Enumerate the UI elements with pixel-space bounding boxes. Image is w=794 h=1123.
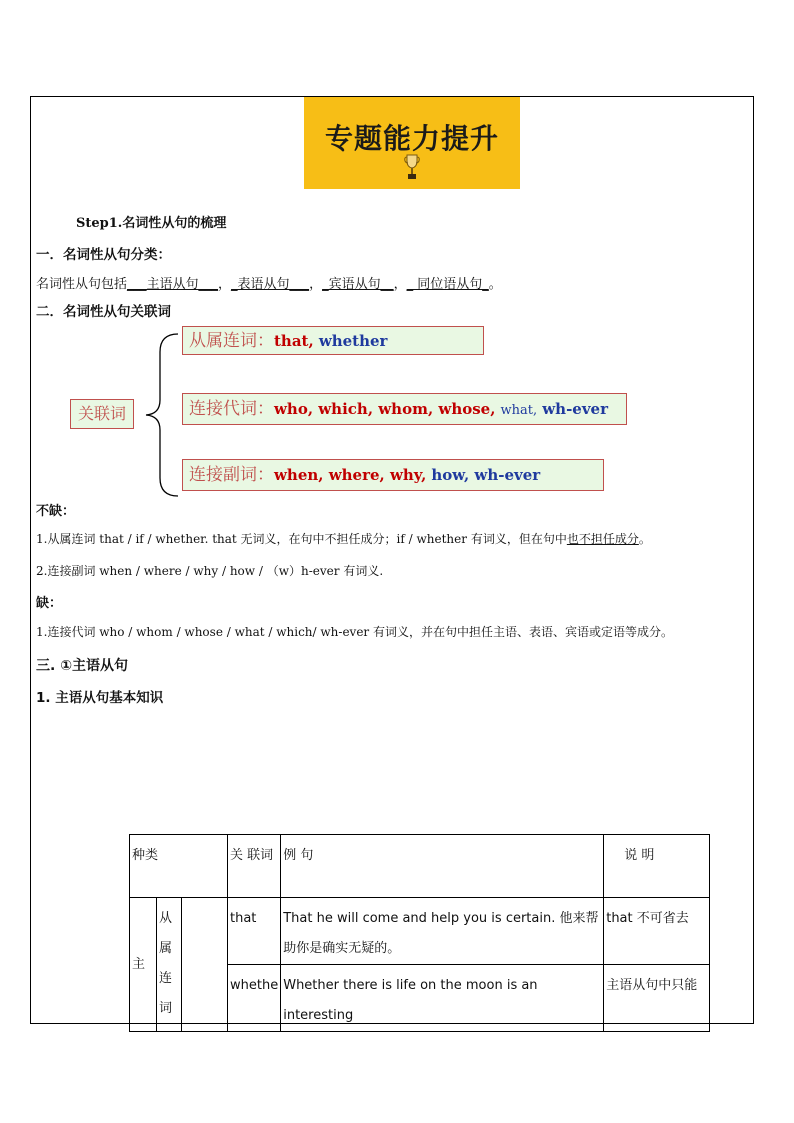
root-node-connectives: 关联词: [70, 399, 134, 429]
subordinating-conjunctions-box: [182, 326, 484, 355]
box-label: 连接副词：: [189, 465, 274, 485]
classification-line: [36, 273, 502, 292]
step-title: Step1.名词性从句的梳理: [76, 216, 227, 231]
blank-predicative-clause: _表语从句___: [231, 277, 310, 292]
period: 。: [638, 532, 651, 546]
separator: ，: [309, 277, 323, 292]
separator: ，: [218, 277, 232, 292]
blank-object-clause: _宾语从句__: [322, 277, 394, 292]
section3-heading: 三. ①主语从句: [36, 658, 129, 674]
header-type: 种类: [130, 835, 228, 898]
box-label: 连接代词：: [189, 399, 274, 419]
section2-heading: 二．名词性从句关联词: [36, 304, 171, 320]
row-connective: whethe: [228, 965, 281, 1032]
blank-subject-clause: ___主语从句___: [127, 277, 219, 292]
blank-appositive-clause: _ 同位语从句_: [406, 277, 489, 292]
side-label-main: 主: [130, 898, 157, 1032]
box-words-blue: how, wh-ever: [431, 466, 541, 484]
connective-pronouns-box: [182, 393, 627, 425]
subject-clause-table: [129, 834, 710, 1032]
classification-prefix: 名词性从句包括: [36, 277, 128, 292]
box-label: 从属连词：: [189, 331, 274, 351]
connective-adverbs-box: [182, 459, 604, 491]
box-words-red: who, which, whom, whose,: [274, 400, 496, 418]
missing-heading: 缺：: [36, 596, 63, 611]
box-words-red: that,: [274, 332, 314, 350]
line-text: 1.从属连词 that / if / whether. that 无词义，在句中不担任成分；if / whether 有词义，但在句中: [36, 532, 567, 546]
side-label-subordinate: 从属连词: [157, 898, 182, 1032]
row-connective: that: [228, 898, 281, 965]
title-banner: [304, 97, 520, 189]
header-example: 例 句: [281, 835, 604, 898]
row-example: Whether there is life on the moon is an interesting: [281, 965, 604, 1032]
section3-subheading: 1. 主语从句基本知识: [36, 690, 164, 706]
row-example: That he will come and help you is certain. 他来帮助你是确实无疑的。: [281, 898, 604, 965]
empty-cell: [182, 898, 228, 1032]
separator: ，: [393, 277, 407, 292]
underlined-text: 也不担任成分: [566, 532, 639, 546]
not-missing-heading: 不缺：: [36, 504, 76, 519]
not-missing-line2: 2.连接副词 when / where / why / how / （w）h-ever 有词义.: [36, 564, 384, 578]
banner-title: 专题能力提升: [324, 122, 499, 155]
curly-brace: [140, 332, 180, 498]
table-row: [130, 898, 710, 965]
box-words-blue-small: what,: [500, 403, 538, 418]
section1-heading: 一．名词性从句分类：: [36, 247, 171, 263]
box-words-red: when, where, why,: [274, 466, 427, 484]
table-header-row: [130, 835, 710, 898]
header-connective: 关 联词: [228, 835, 281, 898]
box-words-blue: whether: [318, 332, 388, 350]
missing-line1: 1.连接代词 who / whom / whose / what / which/ wh-ever 有词义，并在句中担任主语、表语、宾语或定语等成分。: [36, 625, 673, 639]
box-words-blue: wh-ever: [542, 400, 608, 418]
trophy-icon: [404, 153, 420, 181]
row-note: that 不可省去: [604, 898, 710, 965]
not-missing-line1: [36, 530, 651, 547]
header-note: 说 明: [604, 835, 710, 898]
period: 。: [488, 277, 502, 292]
row-note: 主语从句中只能: [604, 965, 710, 1032]
